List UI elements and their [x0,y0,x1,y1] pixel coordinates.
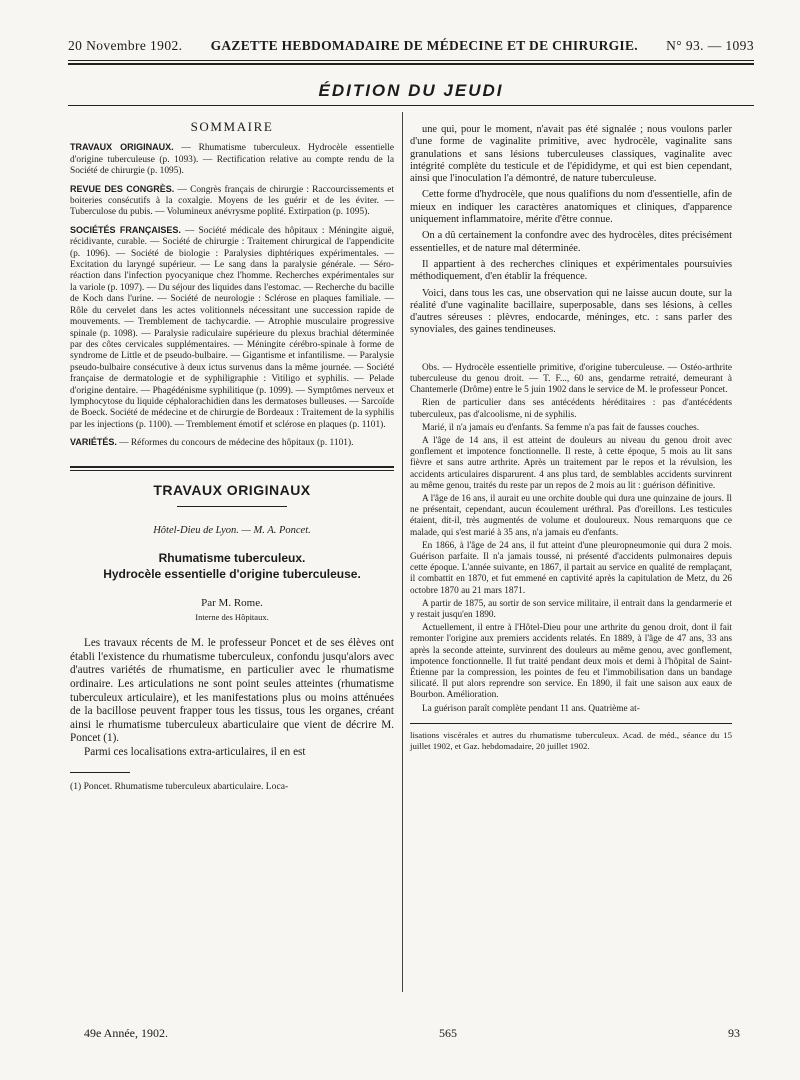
sommaire-entry [70,142,394,177]
body-paragraph: une qui, pour le moment, n'avait pas été signalée ; nous voulons parler d'une forme de vaginalite primitive, avec hydrocèle, vaginalite sans granulations et sans lésions tuberculeuses classiques, vaginalite avec intégrité complète du testicule et de l'épididyme, et qui est bien cependant, ainsi que l'inoculation l'a démontré, de nature tuberculeuse. [410,124,732,185]
header-journal-title: GAZETTE HEBDOMADAIRE DE MÉDECINE ET DE CHIRURGIE. [210,38,638,53]
observation-paragraph: Actuellement, il entre à l'Hôtel-Dieu pour une arthrite du genou droit, dont il fait remonter l'origine aux premiers accidents relatés. En 1889, à l'âge de 47 ans, 33 ans après la seconde atteinte, survinrent des douleurs au même genou, avec gonflement, impotence fonctionnelle. Il fut traité pendant deux mois et demi à l'hôpital de Saint-Étienne par la compression, les pointes de feu et l'immobilisation dans un bandage silicaté. Il put alors reprendre son service. En 1890, il fait une saison aux eaux de Bourbon. Amélioration. [410,623,732,701]
article-body-right [410,124,732,337]
sommaire-entry [70,437,394,449]
observation-paragraph: A l'âge de 16 ans, il aurait eu une orchite double qui dura une quinzaine de jours. Il ne présentait, cependant, aucun écoulement uréthral. Pas d'oreillons. Les testicules étaient, dit-il, très augmentés de volume et douloureux. Nous remarquons que ce malade, qui s'est marié à 35 ans, n'a jamais eu d'enfants. [410,493,732,538]
sommaire-entry-text: — Rhumatisme tuberculeux. Hydrocèle essentielle d'origine tuberculeuse (p. 1093). — Rectification relative au compte rendu de la Société de chirurgie (p. 1095). [70,143,395,177]
observation-paragraph: Obs. — Hydrocèle essentielle primitive, d'origine tuberculeuse. — Ostéo-arthrite tuberculeuse du genou droit. — T. F..., 60 ans, gendarme retraité, demeurant à Chantemerle (Drôme) entre le 5 juin 1902 dans le service de M. le professeur Poncet. [410,362,732,396]
footer-issue: 93 [727,1026,740,1040]
left-column [70,117,394,792]
observation-paragraph: A partir de 1875, au sortir de son service militaire, il entrait dans la gendarmerie et y restait jusqu'en 1890. [410,598,732,621]
body-paragraph: Voici, dans tous les cas, une observation qui ne laisse aucun doute, sur la réalité d'une vaginalite bacillaire, superposable, dans ses lésions, à celles d'autres séreuses : plèvres, endocarde, méninges, etc. : sans parler des synoviales, des gaines tendineuses. [410,287,732,336]
sommaire-entry-key: TRAVAUX ORIGINAUX. [70,142,174,153]
observation-block [410,363,732,715]
footnote-rule [70,772,130,773]
article-hospital-text: Hôtel-Dieu de Lyon. — M. A. Poncet. [153,524,311,536]
edition-label: ÉDITION DU JEUDI [318,81,504,100]
sommaire-entry-key: VARIÉTÉS. [70,437,117,448]
article-author-role: Interne des Hôpitaux. [195,611,269,622]
sommaire-entry-text: — Société médicale des hôpitaux : Méningite aiguë, récidivante, curable. — Société de chirurgie : Traitement chirurgical de l'appendicite (p. 1096). — Société de biologie : Paralysies diphtériques expérimentales. — Excitation du laryngé supérieur. — Le sang dans la paralysie générale. — Séro-réaction dans l'infection pyocyanique chez l'homme. Recherches expérimentales sur la variole (p. 1097). — Du séjour des liquides dans l'estomac. — Recherche du bacille de Koch dans l'urine. — Société de neurologie : Sclérose en plaques familiale. — Rôle du cervelet dans les actes volitionnels nécessitant une succession rapide de mouvements. — Tremblement de tachycardie. — Atrophie musculaire progressive spinale (p. 1098). — Paralysie radiculaire supérieure du plexus brachial déterminée par des côtes cervicales supplémentaires. — Méningite cérébro-spinale à forme de syndrome de Little et de pseudo-bulbaire. — Gigantisme et infantilisme. — Paralysie pseudo-bulbaire consécutive à deux ictus survenus dans la même journée. — Société française de dermatologie et de syphiligraphie : Vitiligo et syphilis. — Pelade d'origine dentaire. — Phagédénisme syphilitique (p. 1099). — Symptômes nerveux et lymphocytose du liquide céphalorachidien dans les dermatoses bulleuses. — Sarcoïde de Boeck. Société de médecine et de chirurgie de Bordeaux : Traitement de la syphilis par les injections (p. 1100). — Tremblement émotif et sclérose en plaques (p. 1101). [70,225,394,430]
article-body-left [70,637,394,759]
footnote-rule-right [410,723,732,724]
body-paragraph: On a dû certainement la confondre avec des hydrocèles, dites précisément essentielles, et de nature mal déterminée. [410,230,732,254]
header-date: 20 Novembre 1902. [68,38,183,53]
body-paragraph: Parmi ces localisations extra-articulaires, il en est [84,745,306,758]
section-rule-thin [70,470,394,471]
observation-paragraph: En 1866, à l'âge de 24 ans, il fut atteint d'une pleuropneumonie qui dura 2 mois. Guérison parfaite. Il n'a jamais toussé, ni présenté d'accidents pulmonaires depuis cette époque. L'année suivante, en 1867, il partait au service en qualité de remplaçant, il combattit en 1870, et fut emmené en captivité après la capitulation de Metz, du 26 octobre 1870 au 21 mars 1871. [410,540,732,596]
header-rule-bottom [68,63,754,65]
footer-year: 49e Année, 1902. [84,1026,168,1040]
section-short-rule [177,506,287,507]
edition-rule [68,105,754,106]
right-column [410,124,732,751]
page-footer [84,1026,740,1041]
sommaire-entry-key: SOCIÉTÉS FRANÇAISES. [70,224,181,235]
sommaire-entry-text: — Réformes du concours de médecine des hôpitaux (p. 1101). [116,438,354,449]
sommaire-entry-key: REVUE DES CONGRÈS. [70,183,175,194]
observation-paragraph: La guérison paraît complète pendant 11 ans. Quatrième at- [422,703,640,714]
footnote-left: (1) Poncet. Rhumatisme tuberculeux abarticulaire. Loca- [70,780,289,792]
section-rule-thick [70,466,394,468]
article-author: Par M. Rome. [201,597,263,610]
footnote-right: lisations viscérales et autres du rhumatisme tuberculeux. Acad. de méd., séance du 15 juillet 1902, et Gaz. hebdomadaire, 20 juillet 1902. [410,729,732,751]
article-title-line2: Hydrocèle essentielle d'origine tuberculeuse. [103,567,361,582]
body-paragraph: Cette forme d'hydrocèle, que nous qualifions du nom d'essentielle, afin de mieux en indiquer les caractères anatomiques et cliniques, d'apparence uniquement inflammatoire, mérite d'être connue. [410,189,732,226]
body-paragraph: Il appartient à des recherches cliniques et expérimentales poursuivies méthodiquement, d'en établir la fréquence. [410,258,732,283]
header-issue-number: N° 93. — 1093 [666,38,754,53]
sommaire-entry-text: — Congrès français de chirurgie : Raccourcissements et boiteries consécutifs à la coxalgie. Moyens de les guérir et de les éviter. — Tuberculose du pubis. — Volumineux anévrysme poplité. Extirpation (p. 1095). [70,184,394,218]
observation-gap [410,341,732,363]
footer-page-number: 565 [438,1026,457,1040]
sommaire-list [70,142,394,449]
observation-paragraph: A l'âge de 14 ans, il est atteint de douleurs au niveau du genou droit avec gonflement et impotence fonctionnelle. Il reste, à cette époque, 5 mois au lit sans fièvre et sans autre arthrite. Après un traitement par le repos et la révulsion, les accidents articulaires disparurent. 4 ans plus tard, de semblables accidents survinrent au même genou, traités du reste par un repos de 2 mois au lit : guérison définitive. [410,435,732,491]
observation-paragraph: Marié, il n'a jamais eu d'enfants. Sa femme n'a pas fait de fausses couches. [422,422,700,433]
sommaire-entry [70,184,394,219]
article-title [70,550,394,582]
running-header [68,38,754,54]
article-hospital [70,525,394,536]
header-rule-top [68,60,754,61]
body-paragraph: Les travaux récents de M. le professeur Poncet et de ses élèves ont établi l'existence du rhumatisme tuberculeux, confondu jusqu'alors avec d'autres variétés de rhumatisme, en particulier avec le rhumatisme ordinaire. Les articulations ne sont point seules atteintes (rhumatisme tuberculeux articulaire), et les manifestations plus ou moins atténuées de la bacillose peuvent frapper tous les tissus, tous les organes, créant ainsi le rhumatisme tuberculeux abarticulaire que vient de décrire M. Poncet (1). [70,637,394,745]
column-divider [402,112,403,992]
section-title: TRAVAUX ORIGINAUX [153,481,311,498]
article-title-line1: Rhumatisme tuberculeux. [158,551,306,566]
sommaire-title: SOMMAIRE [190,119,274,134]
sommaire-entry [70,225,394,431]
observation-paragraph: Rien de particulier dans ses antécédents héréditaires : pas d'antécédents tuberculeux, pas d'alcoolisme, ni de syphilis. [410,398,732,420]
